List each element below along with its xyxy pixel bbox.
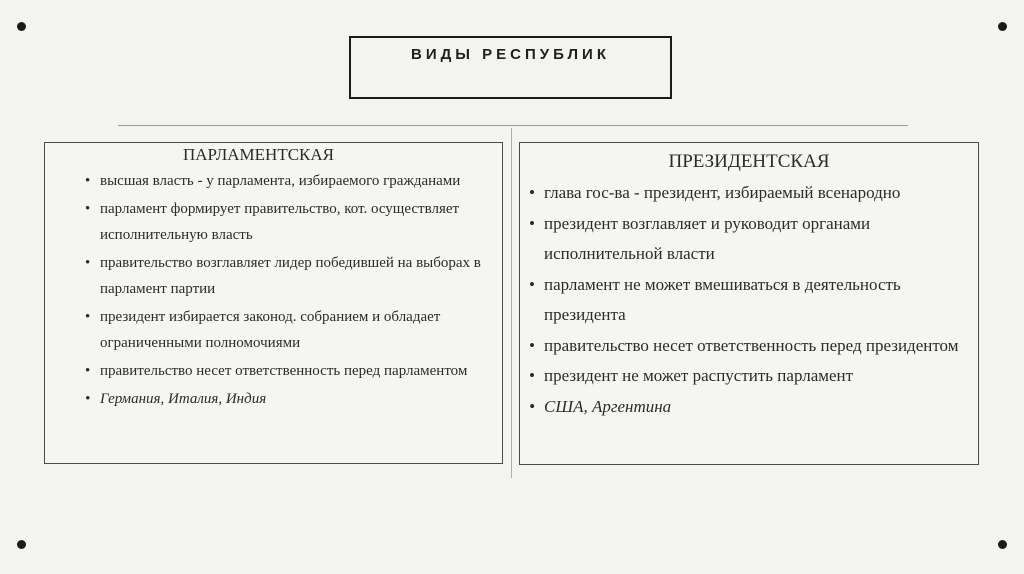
corner-dot-top-left: [17, 22, 26, 31]
horizontal-divider: [118, 125, 908, 126]
list-item: • президент возглавляет и руководит органами исполнительной власти: [544, 209, 974, 270]
presidential-list: [544, 178, 974, 422]
parliamentary-list: [100, 168, 490, 412]
page-title: ВИДЫ РЕСПУБЛИК: [411, 46, 610, 63]
list-item: • парламент формирует правительство, кот. осуществляет исполнительную власть: [100, 196, 490, 248]
list-item: • правительство возглавляет лидер победившей на выборах в парламент партии: [100, 250, 490, 302]
list-item: • правительство несет ответственность перед президентом: [544, 331, 974, 362]
list-item-examples: • Германия, Италия, Индия: [100, 386, 490, 412]
list-item-examples: • США, Аргентина: [544, 392, 974, 423]
corner-dot-bottom-right: [998, 540, 1007, 549]
parliamentary-heading: ПАРЛАМЕНТСКАЯ: [183, 145, 334, 164]
vertical-divider: [511, 128, 512, 478]
corner-dot-top-right: [998, 22, 1007, 31]
parliamentary-column: [44, 142, 503, 464]
corner-dot-bottom-left: [17, 540, 26, 549]
list-item: • президент избирается законод. собранием и обладает ограниченными полномочиями: [100, 304, 490, 356]
presidential-heading: ПРЕЗИДЕНТСКАЯ: [668, 151, 830, 172]
list-item: • глава гос-ва - президент, избираемый всенародно: [544, 178, 974, 209]
title-box: [349, 36, 672, 99]
list-item: • правительство несет ответственность перед парламентом: [100, 358, 490, 384]
list-item: • президент не может распустить парламент: [544, 361, 974, 392]
presidential-column: [519, 142, 979, 465]
list-item: • парламент не может вмешиваться в деятельность президента: [544, 270, 974, 331]
list-item: • высшая власть - у парламента, избираемого гражданами: [100, 168, 490, 194]
